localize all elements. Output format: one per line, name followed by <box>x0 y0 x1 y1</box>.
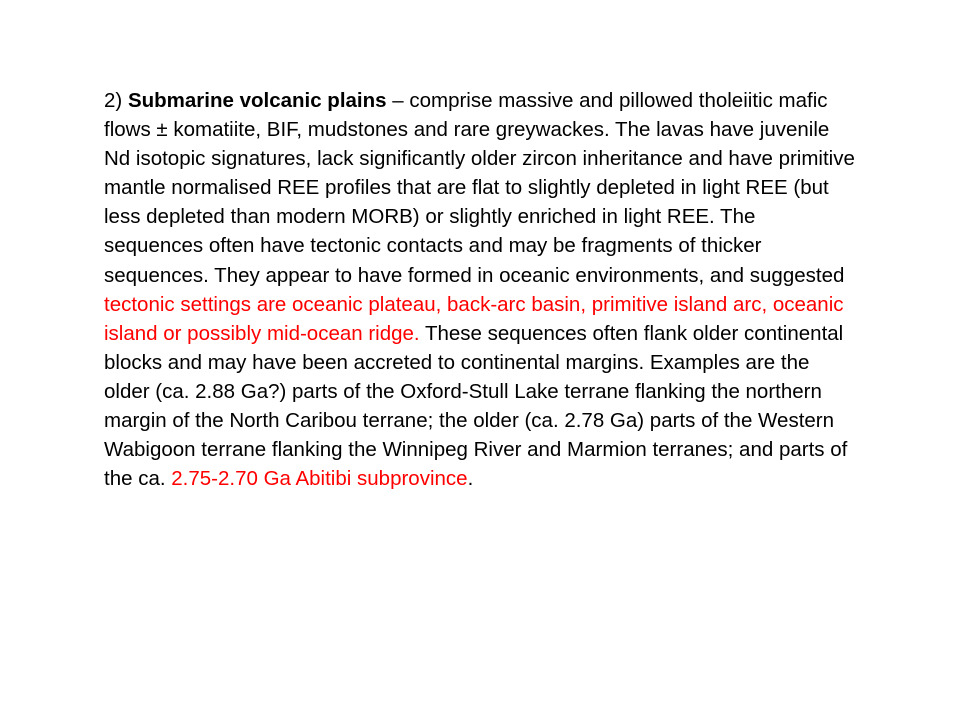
tectonic-settings-highlight: tectonic settings are oceanic plateau, back-arc basin, primitive island arc, oceanic island or possibly mid-ocean ridge. <box>104 292 844 345</box>
item-number: 2) <box>104 89 128 112</box>
continuation-text: These sequences often flank older continental blocks and may have been accreted to continental margins. Examples are the older (ca. 2.88 Ga?) parts of the Oxford-Stull Lake terrane flanking the northern margin of the North Caribou terrane; the older (ca. 2.78 Ga) parts of the Western Wabigoon terrane flanking the Winnipeg River and Marmion terranes; and parts of the ca. <box>104 321 848 491</box>
heading-term: Submarine volcanic plains <box>127 89 387 112</box>
paragraph-end: . <box>467 467 474 491</box>
abitibi-highlight: 2.75-2.70 Ga Abitibi subprovince <box>171 467 468 491</box>
body-paragraph <box>104 86 856 493</box>
intro-text: – comprise massive and pillowed tholeiitic mafic flows ± komatiite, BIF, mudstones and rare greywackes. The lavas have juvenile Nd isotopic signatures, lack significantly older zircon inheritance and have primitive mantle normalised REE profiles that are flat to slightly depleted in light REE (but less depleted than modern MORB) or slightly enriched in light REE. The sequences often have tectonic contacts and may be fragments of thicker sequences. They appear to have formed in oceanic environments, and suggested <box>104 89 855 287</box>
